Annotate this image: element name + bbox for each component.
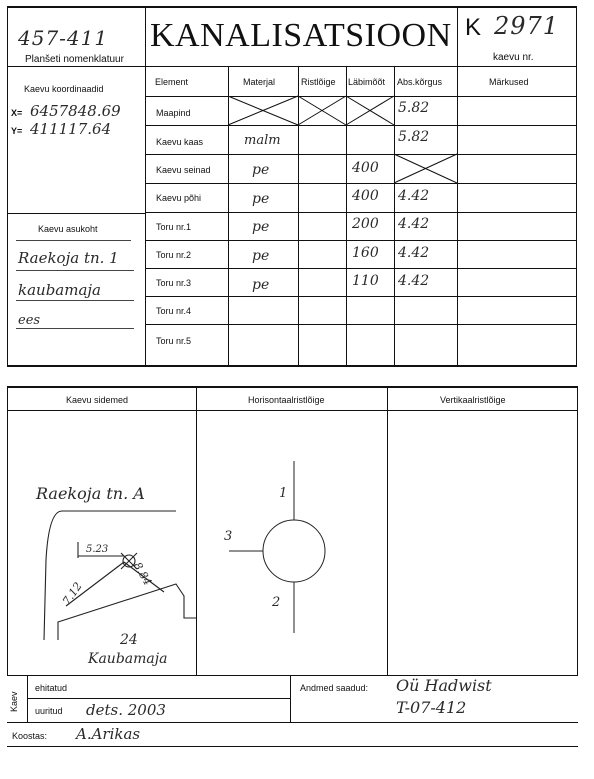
row-element-label: Kaevu põhi: [156, 193, 202, 203]
well-number-label: kaevu nr.: [493, 52, 534, 63]
coords-label: Kaevu koordinaadid: [24, 84, 104, 94]
mid-frame-top: [7, 386, 578, 388]
x-prefix: X=: [11, 108, 23, 118]
sketch-distance-1: 5.23: [86, 544, 109, 555]
author-label: Koostas:: [12, 731, 48, 741]
material-value: pe: [252, 219, 270, 235]
height-value: 4.42: [398, 273, 430, 289]
material-value: pe: [252, 162, 270, 178]
diameter-value: 400: [352, 188, 379, 204]
col-line-height: [394, 66, 395, 367]
location-underline-1: [16, 270, 134, 271]
pipe-label-2: 2: [272, 595, 281, 610]
header-element: Element: [155, 77, 189, 87]
diameter-value: 400: [352, 160, 379, 176]
diameter-value: 160: [352, 245, 379, 261]
nomenclature-label: Planšeti nomenklatuur: [25, 54, 124, 65]
height-value: 5.82: [398, 129, 430, 145]
location-line2: kaubamaja: [18, 281, 101, 299]
height-value: 5.82: [398, 100, 430, 116]
mid-col-divider-1: [196, 386, 197, 676]
material-value: malm: [244, 133, 281, 148]
row-line-1: [145, 125, 577, 126]
row-element-label: Maapind: [156, 108, 191, 118]
well-number-value: 2971: [494, 12, 560, 40]
location-line1: Raekoja tn. 1: [18, 249, 119, 267]
header-height: Abs.kõrgus: [397, 77, 443, 87]
location-underline-top: [16, 240, 131, 241]
col-line-diameter: [346, 66, 347, 367]
mid-frame-left: [7, 386, 8, 676]
table-header-line: [145, 96, 577, 97]
divider-right-col: [457, 6, 458, 367]
nomenclature-value: 457-411: [18, 26, 109, 50]
pipe-label-1: 1: [279, 486, 288, 501]
x-coordinate: 6457848.69: [30, 102, 121, 120]
surveyed-label: uuritud: [35, 706, 63, 716]
col-line-cross: [298, 66, 299, 367]
mid-header-line: [7, 410, 578, 411]
diameter-value: 200: [352, 216, 379, 232]
row-element-label: Kaevu kaas: [156, 137, 204, 147]
footer-row-line: [27, 698, 290, 699]
vertical-section-header: Vertikaalristlõige: [440, 395, 506, 405]
header-cross: Ristlõige: [301, 77, 336, 87]
y-prefix: Y=: [11, 126, 23, 136]
connections-header: Kaevu sidemed: [66, 395, 129, 405]
sketch-number: 24: [120, 632, 138, 648]
header-material: Materjal: [243, 77, 276, 87]
height-value: 4.42: [398, 245, 430, 261]
surveyed-value: dets. 2003: [86, 701, 166, 719]
kaev-label: Kaev: [9, 691, 19, 712]
row-line-8: [145, 324, 577, 325]
row-line-6: [145, 268, 577, 269]
data-source-value: Oü Hadwist: [396, 676, 492, 695]
coords-bottom-line: [7, 213, 145, 214]
header-diameter: Läbimõõt: [348, 77, 386, 87]
material-value: pe: [252, 277, 270, 293]
pipe-label-3: 3: [224, 529, 233, 544]
author-value: A.Arikas: [76, 725, 141, 743]
mid-frame-bottom: [7, 675, 578, 676]
material-value: pe: [252, 248, 270, 264]
data-source-label: Andmed saadud:: [300, 683, 369, 693]
row-line-2: [145, 154, 577, 155]
footer-bottom-line: [7, 722, 578, 723]
k-letter: K: [465, 14, 482, 41]
location-underline-2: [16, 300, 134, 301]
row-element-label: Toru nr.5: [156, 336, 192, 346]
footer-mid-divider: [290, 676, 291, 723]
location-underline-3: [16, 328, 134, 329]
author-bottom-line: [7, 746, 578, 747]
sketch-distance-3: 7.12: [60, 579, 85, 608]
nomenclature-bottom-line: [7, 66, 145, 67]
row-element-label: Toru nr.4: [156, 306, 192, 316]
col-line-material: [228, 66, 229, 367]
location-label: Kaevu asukoht: [38, 224, 98, 234]
y-coordinate: 411117.64: [30, 120, 112, 138]
row-element-label: Kaevu seinad: [156, 165, 211, 175]
sketch-street-label: Raekoja tn. A: [36, 484, 145, 503]
row-line-3: [145, 183, 577, 184]
footer-kaev-divider: [27, 676, 28, 723]
horizontal-section-header: Horisontaalristlõige: [248, 395, 325, 405]
sketch-building-label: Kaubamaja: [88, 651, 168, 667]
frame-right-line: [576, 6, 577, 367]
location-line3: ees: [18, 313, 41, 328]
mid-col-divider-2: [387, 386, 388, 676]
row-element-label: Toru nr.1: [156, 222, 192, 232]
material-value: pe: [252, 191, 270, 207]
divider-left-col: [145, 6, 146, 367]
frame-top-line: [7, 6, 577, 8]
header-bottom-line: [145, 66, 577, 67]
height-value: 4.42: [398, 188, 430, 204]
mid-frame-right: [577, 386, 578, 676]
row-element-label: Toru nr.3: [156, 278, 192, 288]
row-line-4: [145, 212, 577, 213]
row-line-7: [145, 296, 577, 297]
header-notes: Märkused: [489, 77, 529, 87]
row-line-5: [145, 240, 577, 241]
sketch-distance-2: 8.84: [130, 560, 155, 588]
height-value: 4.42: [398, 216, 430, 232]
page-title: KANALISATSIOON: [150, 17, 452, 54]
frame-left-line: [7, 6, 8, 367]
built-label: ehitatud: [35, 683, 68, 693]
frame-bottom-line: [7, 365, 577, 367]
row-element-label: Toru nr.2: [156, 250, 192, 260]
diameter-value: 110: [352, 273, 379, 289]
data-source-code: T-07-412: [396, 698, 467, 717]
